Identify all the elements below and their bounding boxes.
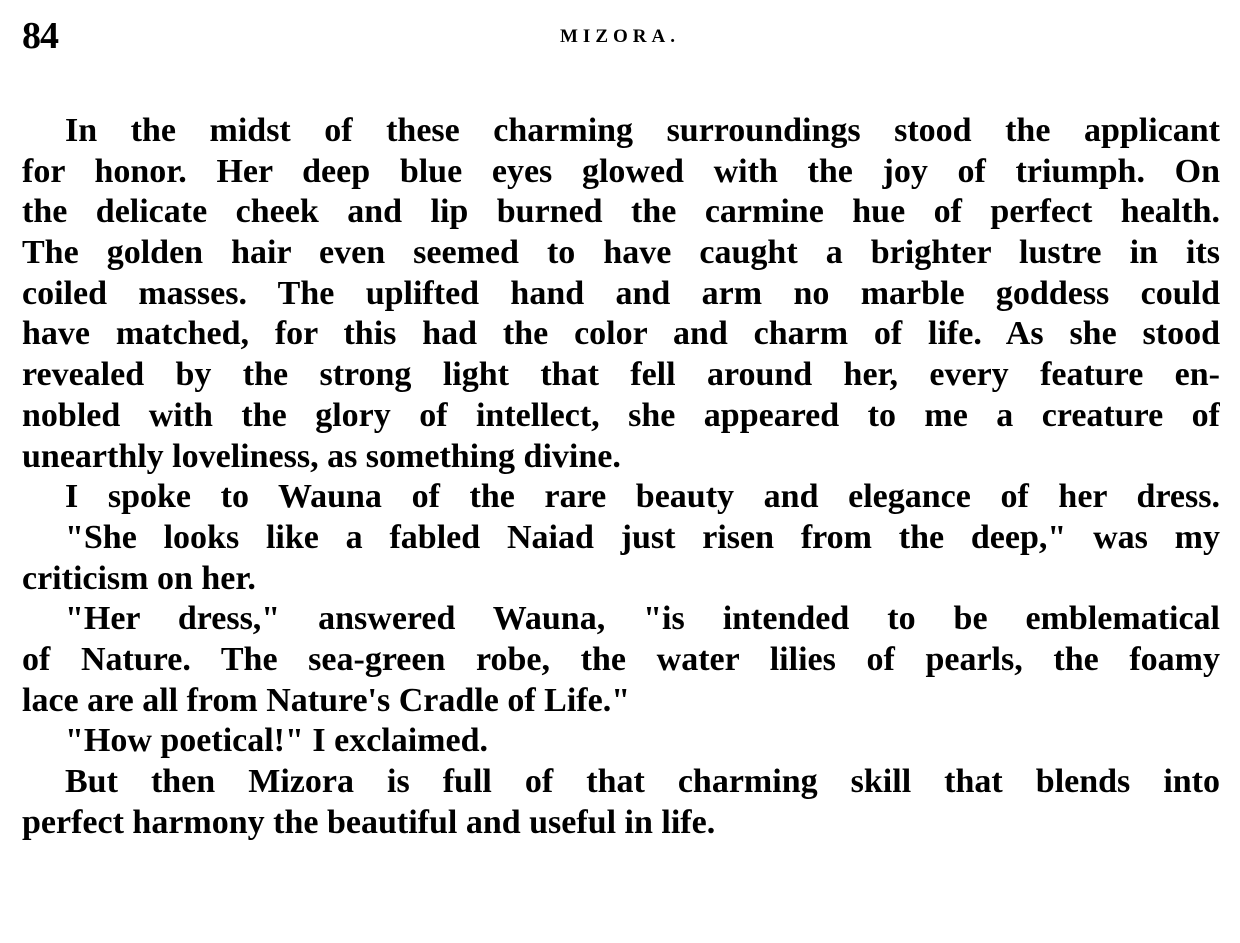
- text-line: the delicate cheek and lip burned the carmine hue of perfect health.: [22, 193, 1220, 231]
- text-line: But then Mizora is full of that charming skill that blends into: [65, 763, 1220, 800]
- body-text: [22, 111, 1220, 843]
- text-line: nobled with the glory of intellect, she appeared to me a creature of: [22, 396, 1220, 434]
- text-line: I spoke to Wauna of the rare beauty and elegance of her dress.: [65, 478, 1220, 516]
- text-line: In the midst of these charming surroundings stood the applicant: [65, 112, 1220, 149]
- text-line: unearthly loveliness, as something divine.: [22, 437, 621, 475]
- text-line: of Nature. The sea-green robe, the water lilies of pearls, the foamy: [22, 640, 1220, 678]
- text-line: "She looks like a fabled Naiad just risen from the deep," was my: [65, 518, 1220, 556]
- text-line: "How poetical!" I exclaimed.: [65, 722, 489, 760]
- text-line: criticism on her.: [22, 559, 256, 597]
- running-title: MIZORA.: [560, 26, 680, 47]
- running-head: [20, 14, 1220, 64]
- text-line: The golden hair even seemed to have caught a brighter lustre in its: [22, 234, 1220, 272]
- text-line: for honor. Her deep blue eyes glowed with the joy of triumph. On: [22, 152, 1220, 190]
- text-line: revealed by the strong light that fell around her, every feature en-: [22, 356, 1220, 394]
- page-number: 84: [22, 15, 58, 57]
- text-line: "Her dress," answered Wauna, "is intended to be emblematical: [65, 600, 1220, 638]
- text-line: coiled masses. The uplifted hand and arm no marble goddess could: [22, 274, 1220, 312]
- text-line: perfect harmony the beautiful and useful in life.: [22, 803, 716, 841]
- text-line: lace are all from Nature's Cradle of Life.": [22, 681, 631, 719]
- text-line: have matched, for this had the color and charm of life. As she stood: [22, 315, 1220, 353]
